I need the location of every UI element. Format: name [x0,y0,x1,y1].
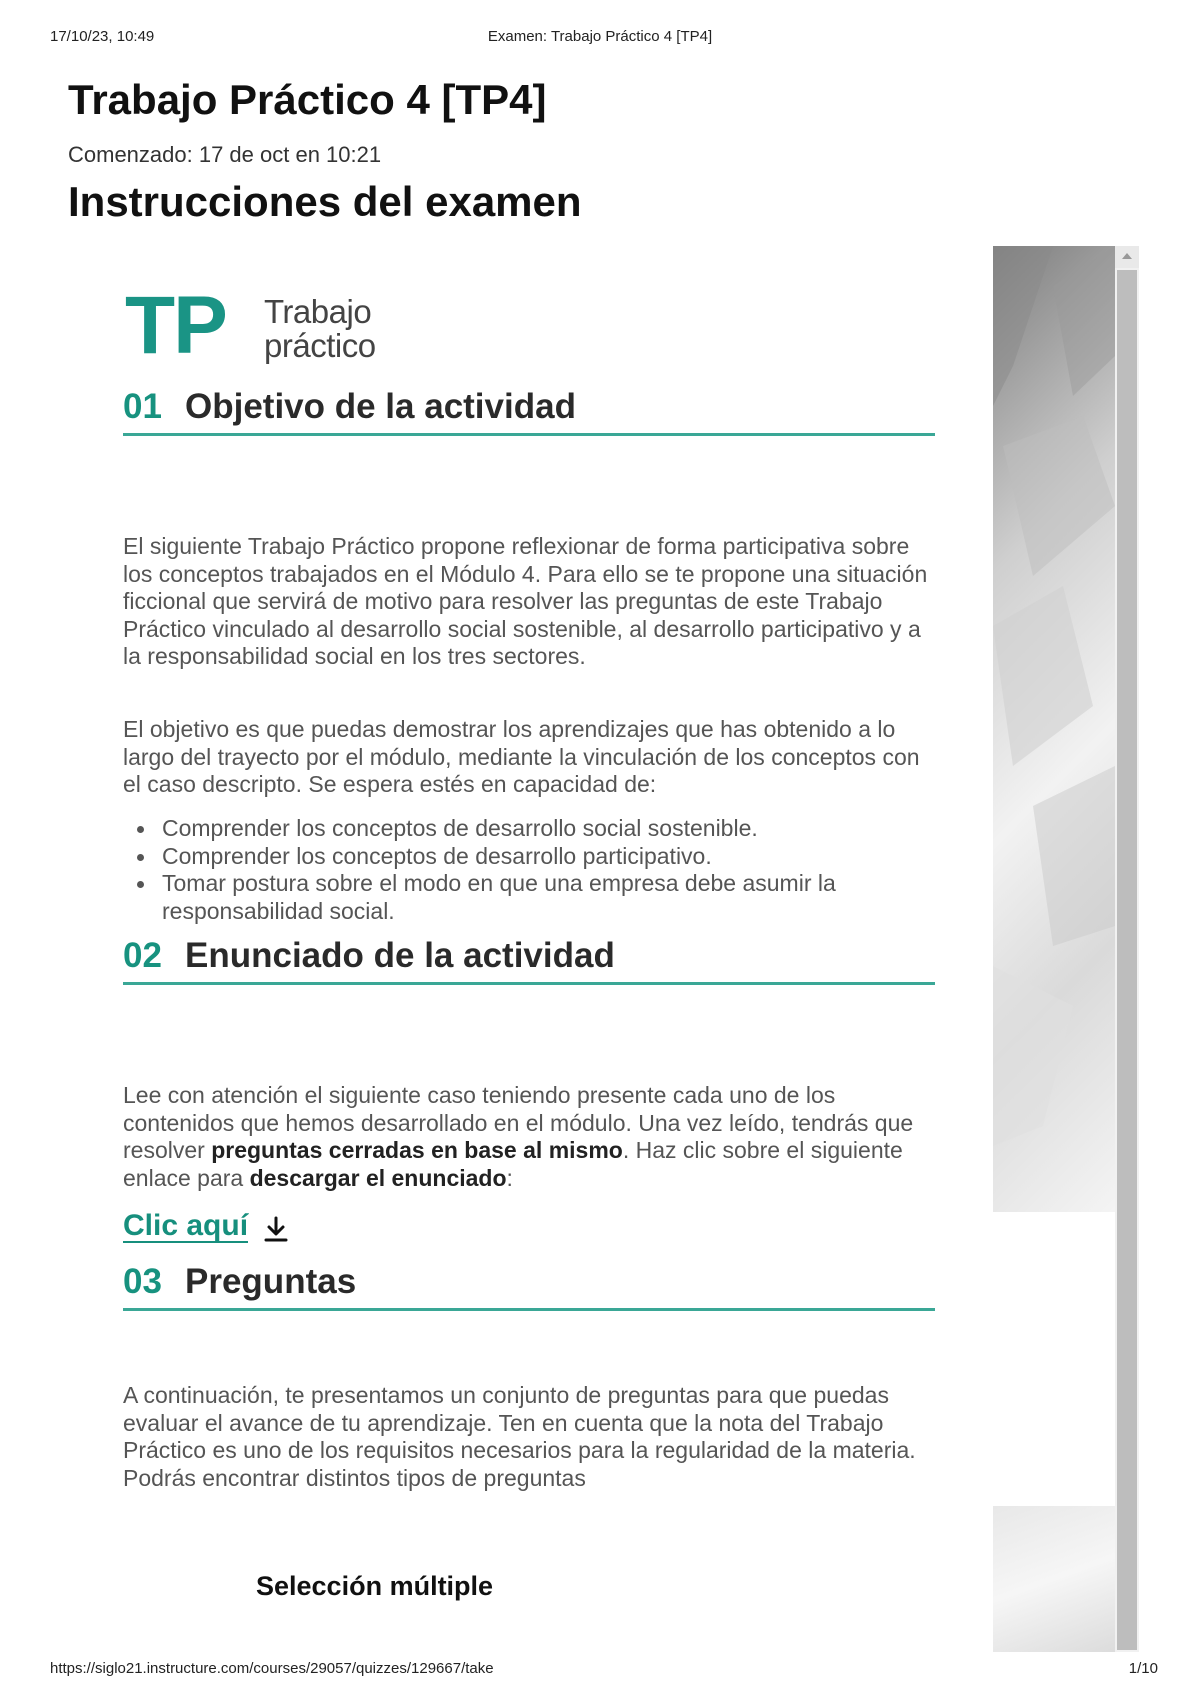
download-statement-link[interactable]: Clic aquí [123,1209,249,1242]
preguntas-paragraph: A continuación, te presentamos un conjunto de preguntas para que puedas evaluar el avance de tu aprendizaje. Ten en cuenta que la nota del Trabajo Práctico es uno de los requisitos necesarios para la regularidad de la materia. Podrás encontrar distintos tipos de preguntas [123,1382,916,1491]
tp-logo-text-line2: práctico [264,327,376,364]
section-title: Objetivo de la actividad [185,387,576,426]
print-datetime: 17/10/23, 10:49 [50,28,155,45]
decorative-side-image-bottom [993,1506,1115,1652]
print-page-title: Examen: Trabajo Práctico 4 [TP4] [487,28,713,45]
section-title: Enunciado de la actividad [185,936,615,975]
tp-logo-text-line1: Trabajo [264,293,372,330]
section-number: 02 [123,936,162,975]
instructions-heading: Instrucciones del examen [68,178,582,225]
scrollbar-thumb[interactable] [1117,270,1137,1650]
tp-logo-text [264,295,376,363]
page-title: Trabajo Práctico 4 [TP4] [68,76,547,123]
decorative-pattern [993,246,1115,1212]
scroll-up-arrow-icon[interactable] [1115,246,1139,268]
decorative-side-image [993,246,1115,1212]
list-item: Tomar postura sobre el modo en que una empresa debe asumir la responsabilidad social. [123,870,935,925]
enunciado-text-3: : [506,1164,513,1191]
enunciado-bold-1: preguntas cerradas en base al mismo [211,1137,623,1163]
section-number: 01 [123,387,162,426]
multiple-choice-heading: Selección múltiple [256,1571,494,1601]
section-heading-enunciado [123,932,935,985]
list-item: Comprender los conceptos de desarrollo social sostenible. [123,815,935,843]
print-url: https://siglo21.instructure.com/courses/29057/quizzes/129667/take [50,1660,494,1677]
print-page-number: 1/10 [1128,1660,1158,1677]
section-heading-objetivo [123,383,935,436]
enunciado-text-1: Lee con atención el siguiente caso teniendo presente cada uno de los contenidos que hemos desarrollado en el módulo. Una vez leído, tendrás que resolver [123,1082,914,1163]
objetivo-paragraph-1: El siguiente Trabajo Práctico propone reflexionar de forma participativa sobre los conceptos trabajados en el Módulo 4. Para ello se te propone una situación ficcional que servirá de motivo para resolver las preguntas de este Trabajo Práctico vinculado al desarrollo social sostenible, al desarrollo participativo y a la responsabilidad social en los tres sectores. [123,533,928,669]
objetivo-paragraph-2: El objetivo es que puedas demostrar los aprendizajes que has obtenido a lo largo del trayecto por el módulo, mediante la vinculación de los conceptos con el caso descripto. Se espera estés en capacidad de: [123,716,920,797]
enunciado-bold-2: descargar el enunciado [249,1164,507,1191]
section-title: Preguntas [185,1262,357,1301]
vertical-scrollbar[interactable] [1115,246,1139,1652]
enunciado-text-2: . Haz clic sobre el siguiente enlace para [123,1137,903,1191]
enunciado-paragraph [123,1082,935,1192]
tp-logo-mark: TP [125,280,226,371]
section-heading-preguntas [123,1258,935,1311]
objetivo-bullet-list [123,815,935,925]
download-icon[interactable] [263,1215,289,1243]
started-timestamp: Comenzado: 17 de oct en 10:21 [68,142,382,167]
section-number: 03 [123,1262,162,1301]
list-item: Comprender los conceptos de desarrollo participativo. [123,843,935,871]
